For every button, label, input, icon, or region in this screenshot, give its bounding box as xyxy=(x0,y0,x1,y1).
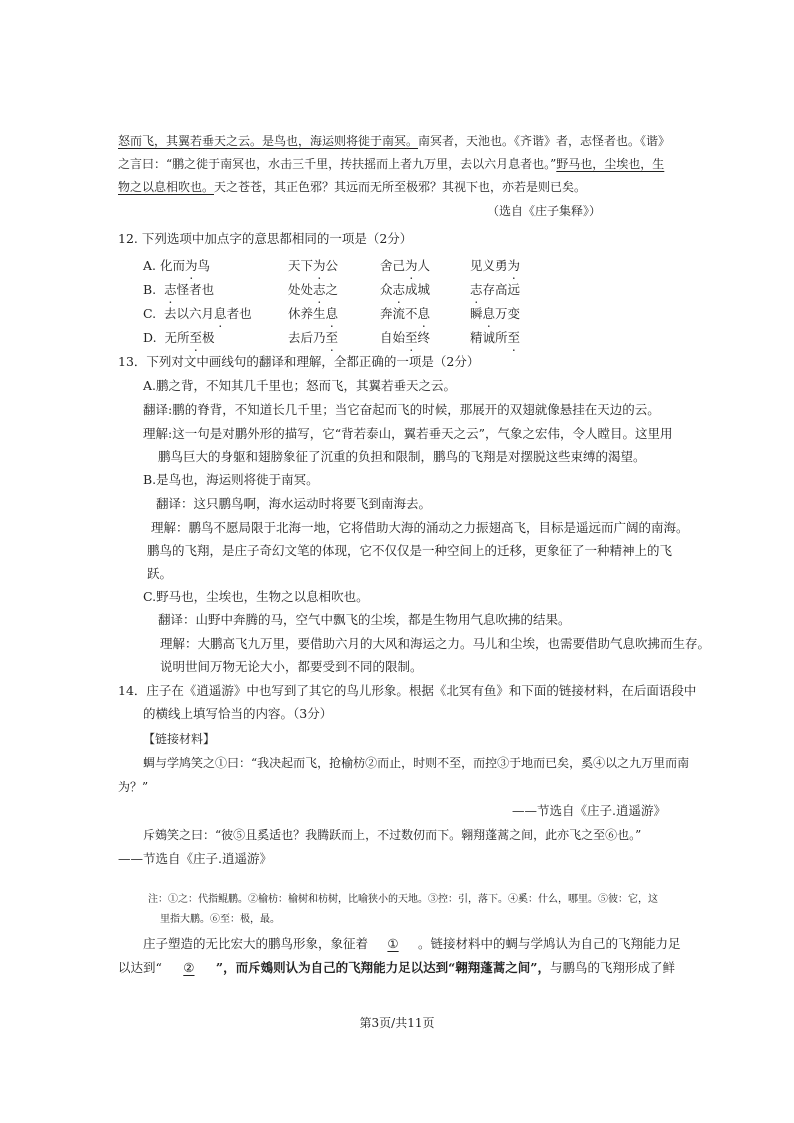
q12-a-2: 天下为公 xyxy=(288,258,339,273)
q14-stem-2: 的横线上填写恰当的内容。（3分） xyxy=(143,706,333,721)
q13-a-understanding-1: 理解:这一句是对鹏外形的描写，它“背若泰山，翼若垂天之云”，气象之宏伟，令人瞠目。这里用 xyxy=(143,426,673,441)
passage-text: 天之苍苍，其正色邪？其远而无所至极邪？其视下也，亦若是则已矣。 xyxy=(214,180,587,194)
q12-c-4: 瞬息万变 xyxy=(470,306,521,321)
page-number-footer: 第3页/共11页 xyxy=(359,1016,435,1030)
q14-stem-1: 14．庄子在《逍遥游》中也写到了其它的鸟儿形象。根据《北冥有鱼》和下面的链接材料，在后面语段中 xyxy=(118,683,697,698)
fill-paragraph-line-1 xyxy=(143,936,681,952)
q12-c-1: C. 去以六月息者也 xyxy=(143,306,252,321)
q12-d-2: 去后乃至 xyxy=(288,330,339,345)
q12-d-3: 自始至终 xyxy=(380,330,431,345)
q12-a-4: 见义勇为 xyxy=(470,258,521,273)
q12-b-4: 志存高远 xyxy=(470,282,521,297)
answer-blank-1[interactable]: ① xyxy=(387,936,399,951)
q13-b-sentence: B.是鸟也，海运则将徙于南冥。 xyxy=(143,472,319,487)
passage-text: 南冥者，天池也。《齐谐》者，志怪者也。《谐》 xyxy=(418,134,671,148)
material-1-line-1: 蜩与学鸠笑之①曰：“我决起而飞，抢榆枋②而止，时则不至，而控③于地而已矣，奚④以之九万里而南 xyxy=(143,756,690,770)
material-2-line-1: 斥鴳笑之曰：“彼⑤且奚适也？我腾跃而上，不过数仞而下。翱翔蓬蒿之间，此亦飞之至⑥也。” xyxy=(143,828,642,842)
passage-source: （选自《庄子集释》） xyxy=(487,204,602,218)
q12-a-1: A. 化而为鸟 xyxy=(143,258,211,273)
paragraph-text: 与鹏鸟的飞翔形成了鲜 xyxy=(549,960,675,975)
q12-a-3: 舍己为人 xyxy=(380,258,431,273)
passage-text: 之言曰：“鹏之徙于南冥也，水击三千里，抟扶摇而上者九万里，去以六月息者也。” xyxy=(118,157,557,171)
q12-stem: 12. 下列选项中加点字的意思都相同的一项是（2分） xyxy=(118,231,413,246)
q12-b-1: B. 志怪者也 xyxy=(143,282,215,297)
q13-b-understanding-2: 鹏鸟的飞翔，是庄子奇幻文笔的体现，它不仅仅是一种空间上的迁移，更象征了一种精神上的飞 xyxy=(147,543,673,558)
q13-stem: 13．下列对文中画线句的翻译和理解，全都正确的一项是（2分） xyxy=(118,354,480,369)
q13-c-understanding-2: 说明世间万物无论大小，都要受到不同的限制。 xyxy=(160,659,423,674)
paragraph-text: 庄子塑造的无比宏大的鹏鸟形象，象征着 xyxy=(143,936,369,951)
q12-c-3: 奔流不息 xyxy=(380,306,431,321)
answer-blank-2[interactable]: ② xyxy=(183,960,195,975)
q13-b-translation: 翻译：这只鹏鸟啊，海水运动时将要飞到南海去。 xyxy=(156,496,432,511)
material-1-line-2: 为？” xyxy=(118,780,149,794)
fill-paragraph-line-2 xyxy=(118,960,675,976)
q13-c-translation: 翻译：山野中奔腾的马，空气中飘飞的尘埃，都是生物用气息吹拂的结果。 xyxy=(158,612,571,627)
link-material-label: 【链接材料】 xyxy=(143,732,216,746)
q13-c-sentence: C.野马也，尘埃也，生物之以息相吹也。 xyxy=(143,589,369,604)
passage-line-2 xyxy=(118,156,664,172)
paragraph-text: 。链接材料中的蜩与学鸠认为自己的飞翔能力足 xyxy=(418,936,681,951)
paragraph-text: 以达到“ xyxy=(118,960,162,975)
q13-a-sentence: A.鹏之背，不知其几千里也；怒而飞，其翼若垂天之云。 xyxy=(143,378,457,393)
q13-a-translation: 翻译:鹏的脊背，不知道长几千里；当它奋起而飞的时候，那展开的双翅就像悬挂在天边的云。 xyxy=(143,402,660,417)
q12-d-1: D. 无所至极 xyxy=(143,330,215,345)
paragraph-bold-text: ”，而斥鴳则认为自己的飞翔能力足以达到“翱翔蓬蒿之间”， xyxy=(215,960,550,975)
material-2-source: ——节选自《庄子.逍遥游》 xyxy=(118,851,272,866)
q12-b-3: 众志成城 xyxy=(380,282,431,297)
passage-line-3 xyxy=(118,179,586,195)
q13-b-understanding-3: 跃。 xyxy=(147,566,173,581)
q13-a-understanding-2: 鹏鸟巨大的身躯和翅膀象征了沉重的负担和限制，鹏鸟的飞翔是对摆脱这些束缚的渴望。 xyxy=(158,449,646,464)
q12-c-2: 休养生息 xyxy=(288,306,339,321)
notes-line-2: 里指大鹏。⑥至：极，最。 xyxy=(160,914,280,925)
q13-b-understanding-1: 理解：鹏鸟不愿局限于北海一地，它将借助大海的涌动之力振翅高飞，目标是遥远而广阔的南海。 xyxy=(151,520,689,535)
underlined-sentence: 物之以息相吹也。 xyxy=(118,180,215,194)
q13-c-understanding-1: 理解：大鹏高飞九万里，要借助六月的大风和海运之力。马儿和尘埃，也需要借助气息吹拂而生存。 xyxy=(160,636,711,651)
underlined-sentence: 野马也，尘埃也，生 xyxy=(556,157,665,171)
underlined-sentence: 怒而飞，其翼若垂天之云。是鸟也，海运则将徙于南冥。 xyxy=(118,134,419,148)
notes-line-1: 注：①之：代指鲲鹏。②榆枋：榆树和枋树，比喻狭小的天地。③控：引，落下。④奚：什么，哪里。⑤彼：它，这 xyxy=(148,894,658,905)
q12-d-4: 精诚所至 xyxy=(470,330,521,345)
material-1-source: ——节选自《庄子.逍遥游》 xyxy=(512,803,666,818)
q12-b-2: 处处志之 xyxy=(288,282,339,297)
passage-line-1 xyxy=(118,133,670,149)
